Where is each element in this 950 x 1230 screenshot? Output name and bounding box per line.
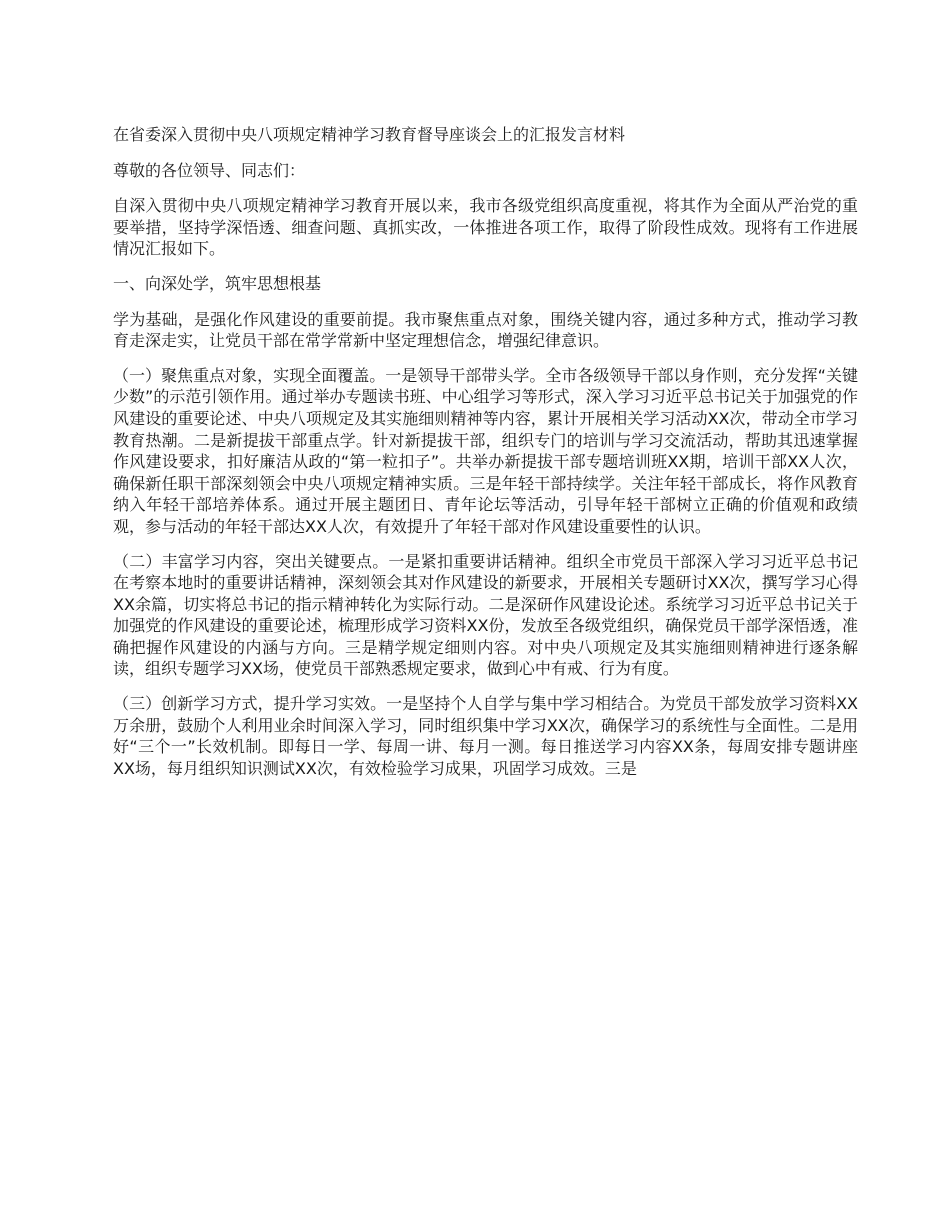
document-body xyxy=(113,124,858,792)
document-title: 在省委深入贯彻中央八项规定精神学习教育督导座谈会上的汇报发言材料 xyxy=(113,125,626,144)
subsection-paragraph-1: （一）聚焦重点对象，实现全面覆盖。一是领导干部带头学。全市各级领导干部以身作则，充分发挥“关键少数”的示范引领作用。通过举办专题读书班、中心组学习等形式，深入学习习近平总书记关于加强党的作风建设的重要论述、中央八项规定及其实施细则精神等内容，累计开展相关学习活动XX次，带动全市学习教育热潮。二是新提拔干部重点学。针对新提拔干部，组织专门的培训与学习交流活动，帮助其迅速掌握作风建设要求，扣好廉洁从政的“第一粒扣子”。共举办新提拔干部专题培训班XX期，培训干部XX人次，确保新任职干部深刻领会中央八项规定精神实质。三是年轻干部持续学。关注年轻干部成长，将作风教育纳入年轻干部培养体系。通过开展主题团日、青年论坛等活动，引导年轻干部树立正确的价值观和政绩观，参与活动的年轻干部达XX人次，有效提升了年轻干部对作风建设重要性的认识。 xyxy=(113,365,858,536)
intro-paragraph: 自深入贯彻中央八项规定精神学习教育开展以来，我市各级党组织高度重视，将其作为全面从严治党的重要举措，坚持学深悟透、细查问题、真抓实改，一体推进各项工作，取得了阶段性成效。现将有工作进展情况汇报如下。 xyxy=(113,196,858,259)
subsection-paragraph-3: （三）创新学习方式，提升学习实效。一是坚持个人自学与集中学习相结合。为党员干部发放学习资料XX万余册，鼓励个人利用业余时间深入学习，同时组织集中学习XX次，确保学习的系统性与全面性。二是用好“三个一”长效机制。即每日一学、每周一讲、每月一测。每日推送学习内容XX条，每周安排专题讲座XX场，每月组织知识测试XX次，有效检验学习成果，巩固学习成效。三是 xyxy=(113,694,858,778)
section-heading: 一、向深处学，筑牢思想根基 xyxy=(113,273,322,293)
section-intro-paragraph: 学为基础，是强化作风建设的重要前提。我市聚焦重点对象，围绕关键内容，通过多种方式，推动学习教育走深走实，让党员干部在常学常新中坚定理想信念，增强纪律意识。 xyxy=(113,309,858,351)
salutation: 尊敬的各位领导、同志们： xyxy=(113,160,306,180)
subsection-paragraph-2: （二）丰富学习内容，突出关键要点。一是紧扣重要讲话精神。组织全市党员干部深入学习习近平总书记在考察本地时的重要讲话精神，深刻领会其对作风建设的新要求，开展相关专题研讨XX次，撰写学习心得XX余篇，切实将总书记的指示精神转化为实际行动。二是深研作风建设论述。系统学习习近平总书记关于加强党的作风建设的重要论述，梳理形成学习资料XX份，发放至各级党组织，确保党员干部学深悟透，准确把握作风建设的内涵与方向。三是精学规定细则内容。对中央八项规定及其实施细则精神进行逐条解读，组织专题学习XX场，使党员干部熟悉规定要求，做到心中有戒、行为有度。 xyxy=(113,551,858,679)
